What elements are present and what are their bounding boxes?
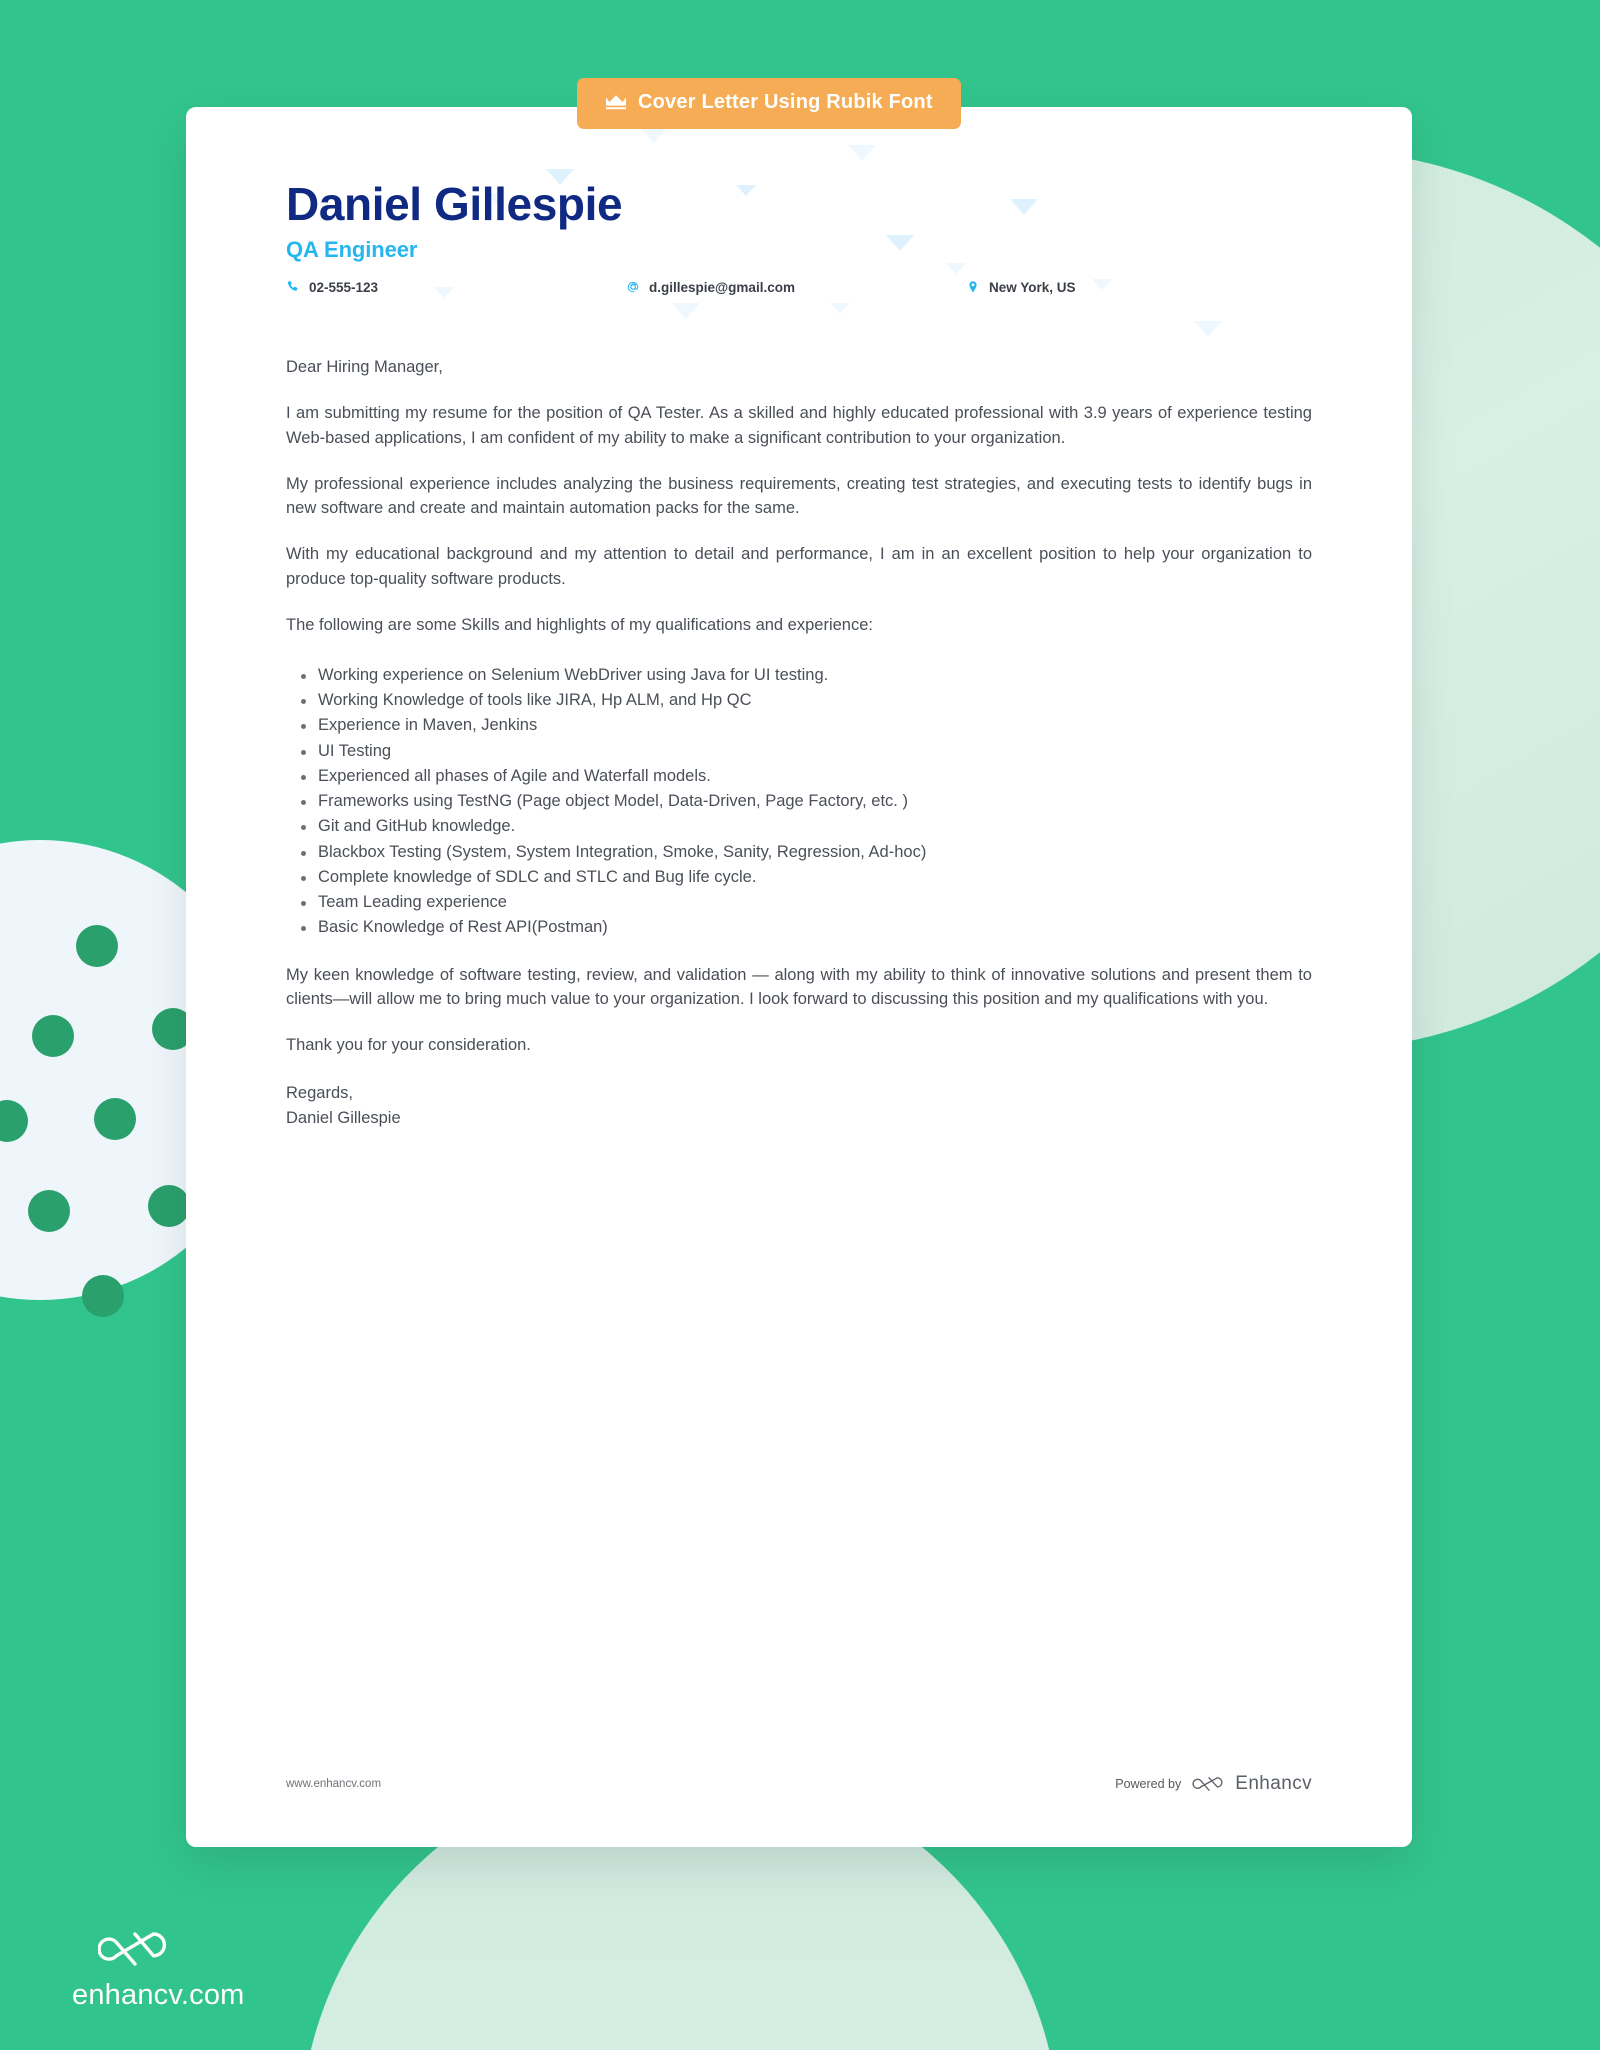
chevron-watermark xyxy=(848,145,876,161)
enhancv-infinity-icon xyxy=(1192,1774,1226,1794)
list-item: Frameworks using TestNG (Page object Model, Data-Driven, Page Factory, etc. ) xyxy=(318,789,1312,814)
decorative-dot xyxy=(28,1190,70,1232)
list-item: Working experience on Selenium WebDriver using Java for UI testing. xyxy=(318,663,1312,688)
location-pin-icon xyxy=(966,279,980,295)
email-icon xyxy=(626,279,640,295)
contact-row xyxy=(286,279,1312,295)
contact-location[interactable] xyxy=(966,279,1076,295)
decorative-dot xyxy=(82,1275,124,1317)
powered-by-label: Powered by xyxy=(1115,1777,1182,1791)
thank-you-line: Thank you for your consideration. xyxy=(286,1036,531,1055)
signature-name: Daniel Gillespie xyxy=(286,1108,401,1127)
location-value: New York, US xyxy=(989,279,1076,295)
footer-website[interactable]: www.enhancv.com xyxy=(286,1778,382,1790)
list-item: Experience in Maven, Jenkins xyxy=(318,713,1312,738)
enhancv-infinity-logo-icon xyxy=(98,1927,172,1971)
phone-icon xyxy=(286,279,300,295)
decorative-dot xyxy=(32,1015,74,1057)
signoff: Regards, xyxy=(286,1084,353,1103)
enhancv-wordmark: Enhancv xyxy=(1235,1773,1312,1794)
list-item: Complete knowledge of SDLC and STLC and Bug life cycle. xyxy=(318,865,1312,890)
skills-intro: The following are some Skills and highlights of my qualifications and experience: xyxy=(286,615,873,634)
enhancv-logo xyxy=(1192,1773,1312,1795)
list-item: Basic Knowledge of Rest API(Postman) xyxy=(318,915,1312,940)
decorative-dot xyxy=(76,925,118,967)
email-value: d.gillespie@gmail.com xyxy=(649,279,795,295)
letter-paragraph: I am submitting my resume for the position of QA Tester. As a skilled and highly educated professional with 3.9 years of experience testing Web-based applications, I am confident of my ability to make a significant contribution to your organization. xyxy=(286,404,1312,447)
enhancv-page-brand-label: enhancv.com xyxy=(72,1979,245,2011)
letter-body xyxy=(286,355,1312,1130)
crown-icon xyxy=(605,94,627,111)
list-item: Blackbox Testing (System, System Integration, Smoke, Sanity, Regression, Ad-hoc) xyxy=(318,840,1312,865)
document-footer xyxy=(186,1773,1412,1795)
page-title xyxy=(286,177,1312,263)
letter-paragraph: My professional experience includes analyzing the business requirements, creating test strategies, and executing tests to identify bugs in new software and create and maintain automation packs for the same. xyxy=(286,474,1312,517)
contact-phone[interactable] xyxy=(286,279,626,295)
decorative-dot xyxy=(148,1185,190,1227)
template-badge[interactable] xyxy=(577,78,961,129)
list-item: UI Testing xyxy=(318,739,1312,764)
salutation: Dear Hiring Manager, xyxy=(286,358,443,376)
list-item: Git and GitHub knowledge. xyxy=(318,814,1312,839)
phone-value: 02-555-123 xyxy=(309,279,379,295)
signature-block xyxy=(286,1081,1312,1130)
list-item: Working Knowledge of tools like JIRA, Hp ALM, and Hp QC xyxy=(318,688,1312,713)
list-item: Experienced all phases of Agile and Waterfall models. xyxy=(318,764,1312,789)
letter-paragraph: With my educational background and my attention to detail and performance, I am in an excellent position to help your organization to produce top-quality software products. xyxy=(286,545,1312,588)
candidate-role: QA Engineer xyxy=(286,237,418,262)
skills-list xyxy=(286,663,1312,941)
enhancv-page-brand[interactable] xyxy=(72,1927,245,2012)
template-badge-label: Cover Letter Using Rubik Font xyxy=(638,91,933,113)
cover-letter-page xyxy=(186,107,1412,1847)
list-item: Team Leading experience xyxy=(318,890,1312,915)
chevron-watermark xyxy=(640,127,668,143)
candidate-name: Daniel Gillespie xyxy=(286,178,623,230)
contact-email[interactable] xyxy=(626,279,966,295)
powered-by-block xyxy=(1115,1773,1312,1795)
closing-paragraph: My keen knowledge of software testing, review, and validation — along with my ability to think of innovative solutions and present them to clients—will allow me to bring much value to your organization. I look forward to discussing this position and my qualifications with you. xyxy=(286,965,1312,1008)
decorative-dot xyxy=(94,1098,136,1140)
